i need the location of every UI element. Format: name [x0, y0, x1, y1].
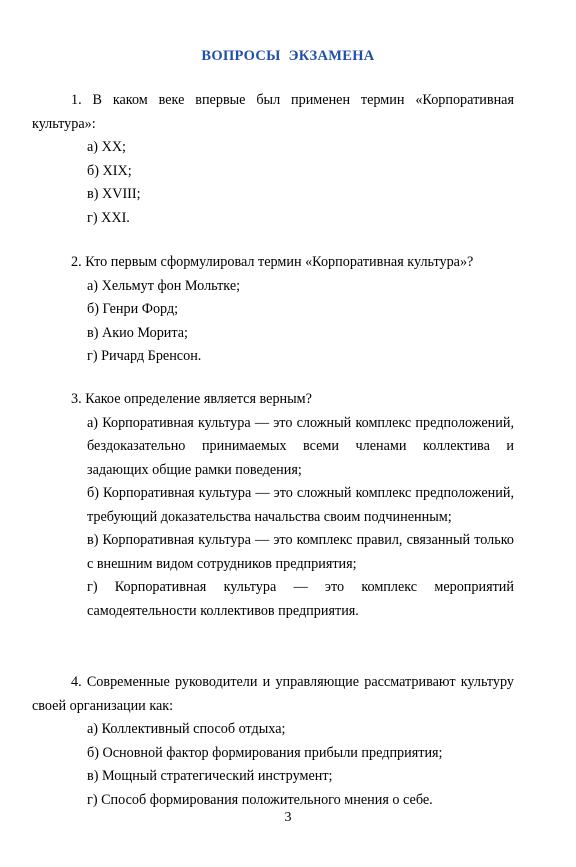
answer-option: а) Корпоративная культура — это сложный комплекс предположений, бездоказательно принимаемых всеми членами коллектива и задающих общие рамки поведения;: [87, 414, 514, 478]
question-4: [32, 671, 514, 812]
question-2: [32, 251, 514, 369]
answer-option: в) XVIII;: [87, 186, 141, 202]
question-text: 1. В каком веке впервые был применен термин «Корпоративная культура»:: [32, 92, 514, 132]
answer-option: г) Ричард Бренсон.: [87, 348, 202, 364]
answer-option: б) Корпоративная культура — это сложный комплекс предположений, требующий доказательства начальства своим подчиненным;: [87, 485, 514, 525]
answer-option: в) Мощный стратегический инструмент;: [87, 768, 333, 784]
question-1: [32, 89, 514, 230]
page-number: 3: [284, 810, 292, 825]
answer-option: б) Основной фактор формирования прибыли предприятия;: [87, 744, 443, 761]
question-text: 2. Кто первым сформулировал термин «Корпоративная культура»?: [71, 254, 474, 270]
answer-option: б) XIX;: [87, 162, 132, 179]
answer-option: г) XXI.: [87, 209, 130, 226]
answer-option: г) Способ формирования положительного мнения о себе.: [87, 791, 433, 808]
answer-option: а) Коллективный способ отдыха;: [87, 721, 286, 737]
question-text: 4. Современные руководители и управляющие рассматривают культуру своей организации как:: [32, 674, 514, 714]
answer-option: в) Корпоративная культура — это комплекс правил, связанный только с внешним видом сотрудников предприятия;: [87, 532, 514, 572]
answer-option: б) Генри Форд;: [87, 301, 179, 317]
answer-option: а) Хельмут фон Мольтке;: [87, 277, 241, 294]
answer-option: а) XX;: [87, 139, 127, 155]
answer-option: в) Акио Морита;: [87, 324, 188, 341]
page-title: ВОПРОСЫ ЭКЗАМЕНА: [201, 48, 375, 64]
answer-option: г) Корпоративная культура — это комплекс мероприятий самодеятельности коллективов предприятия.: [87, 579, 514, 619]
question-3: [32, 388, 514, 623]
question-text: 3. Какое определение является верным?: [71, 391, 312, 407]
